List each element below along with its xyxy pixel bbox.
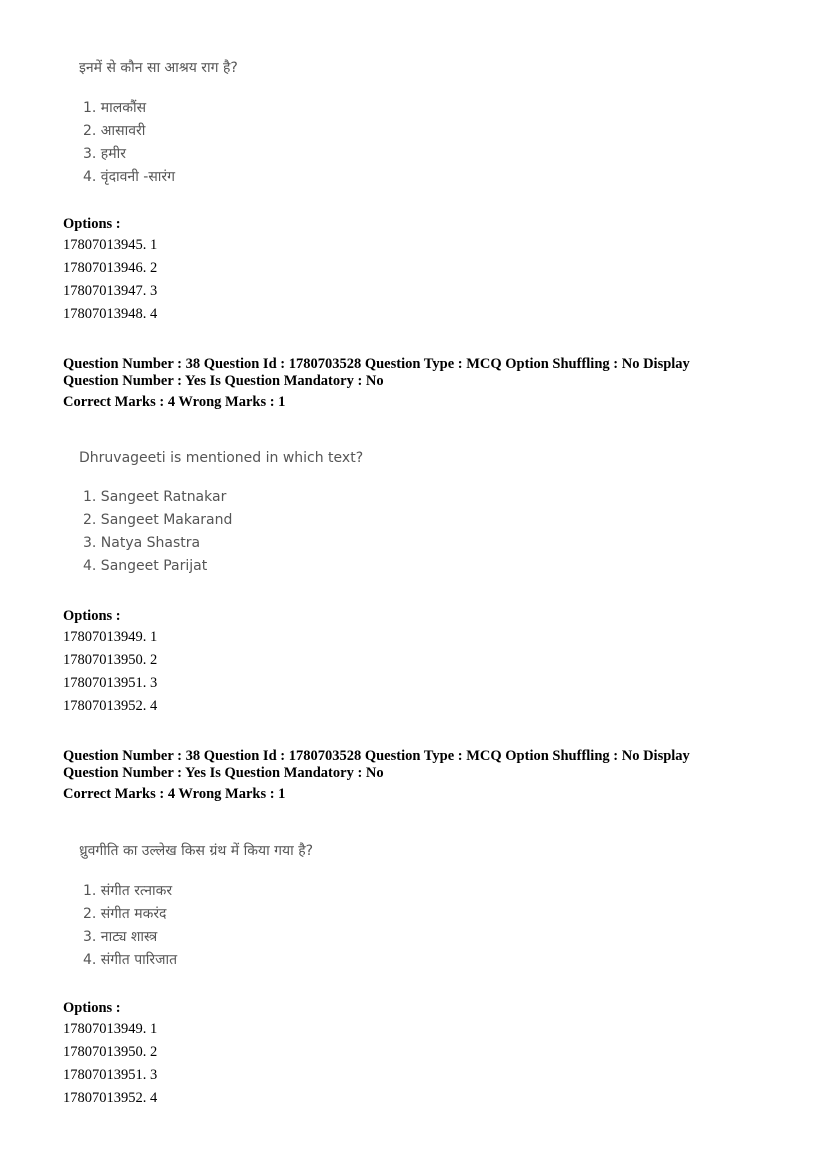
choice-list [83, 486, 363, 578]
option-item: 17807013950. 2 [63, 1044, 158, 1060]
choice-item: 4. Sangeet Parijat [83, 558, 208, 574]
question-image-q38-hi [79, 841, 313, 972]
choice-item: 4. वृंदावनी -सारंग [83, 169, 176, 185]
choice-item: 1. मालकौंस [83, 100, 147, 116]
choice-item: 2. संगीत मकरंद [83, 906, 167, 922]
option-item: 17807013946. 2 [63, 260, 158, 276]
option-item: 17807013948. 4 [63, 306, 158, 322]
options-label: Options : [63, 216, 121, 232]
choice-item: 3. नाट्य शास्त्र [83, 929, 158, 945]
meta-line: Question Number : Yes Is Question Mandatory : No [63, 765, 384, 781]
meta-line: Question Number : 38 Question Id : 1780703528 Question Type : MCQ Option Shuffling : No Display [63, 748, 690, 764]
question-meta-q38-hi [63, 748, 690, 803]
question-prompt: ध्रुवगीति का उल्लेख किस ग्रंथ में किया गया है? [79, 843, 314, 859]
question-meta-q38-en [63, 356, 690, 411]
option-item: 17807013951. 3 [63, 675, 158, 691]
option-item: 17807013952. 4 [63, 1090, 158, 1106]
options-label: Options : [63, 608, 121, 624]
question-image-q37 [79, 58, 238, 189]
meta-line: Question Number : 38 Question Id : 1780703528 Question Type : MCQ Option Shuffling : No Display [63, 356, 690, 372]
choice-item: 2. Sangeet Makarand [83, 512, 233, 528]
option-item: 17807013949. 1 [63, 629, 158, 645]
marks-line: Correct Marks : 4 Wrong Marks : 1 [63, 394, 286, 410]
options-block-q37 [63, 215, 157, 326]
question-prompt: Dhruvageeti is mentioned in which text? [79, 450, 364, 466]
choice-item: 3. हमीर [83, 146, 126, 162]
choice-list [83, 97, 238, 189]
option-item: 17807013952. 4 [63, 698, 158, 714]
question-prompt: इनमें से कौन सा आश्रय राग है? [79, 60, 238, 76]
options-label: Options : [63, 1000, 121, 1016]
options-block-q38-hi [63, 999, 157, 1110]
marks-line: Correct Marks : 4 Wrong Marks : 1 [63, 786, 286, 802]
options-block-q38-en [63, 607, 157, 718]
meta-line: Question Number : Yes Is Question Mandatory : No [63, 373, 384, 389]
choice-list [83, 880, 313, 972]
choice-item: 2. आसावरी [83, 123, 146, 139]
question-image-q38-en [79, 450, 363, 578]
choice-item: 1. संगीत रत्नाकर [83, 883, 173, 899]
option-item: 17807013947. 3 [63, 283, 158, 299]
option-item: 17807013945. 1 [63, 237, 158, 253]
choice-item: 3. Natya Shastra [83, 535, 201, 551]
option-item: 17807013951. 3 [63, 1067, 158, 1083]
choice-item: 1. Sangeet Ratnakar [83, 489, 227, 505]
option-item: 17807013950. 2 [63, 652, 158, 668]
choice-item: 4. संगीत पारिजात [83, 952, 178, 968]
option-item: 17807013949. 1 [63, 1021, 158, 1037]
